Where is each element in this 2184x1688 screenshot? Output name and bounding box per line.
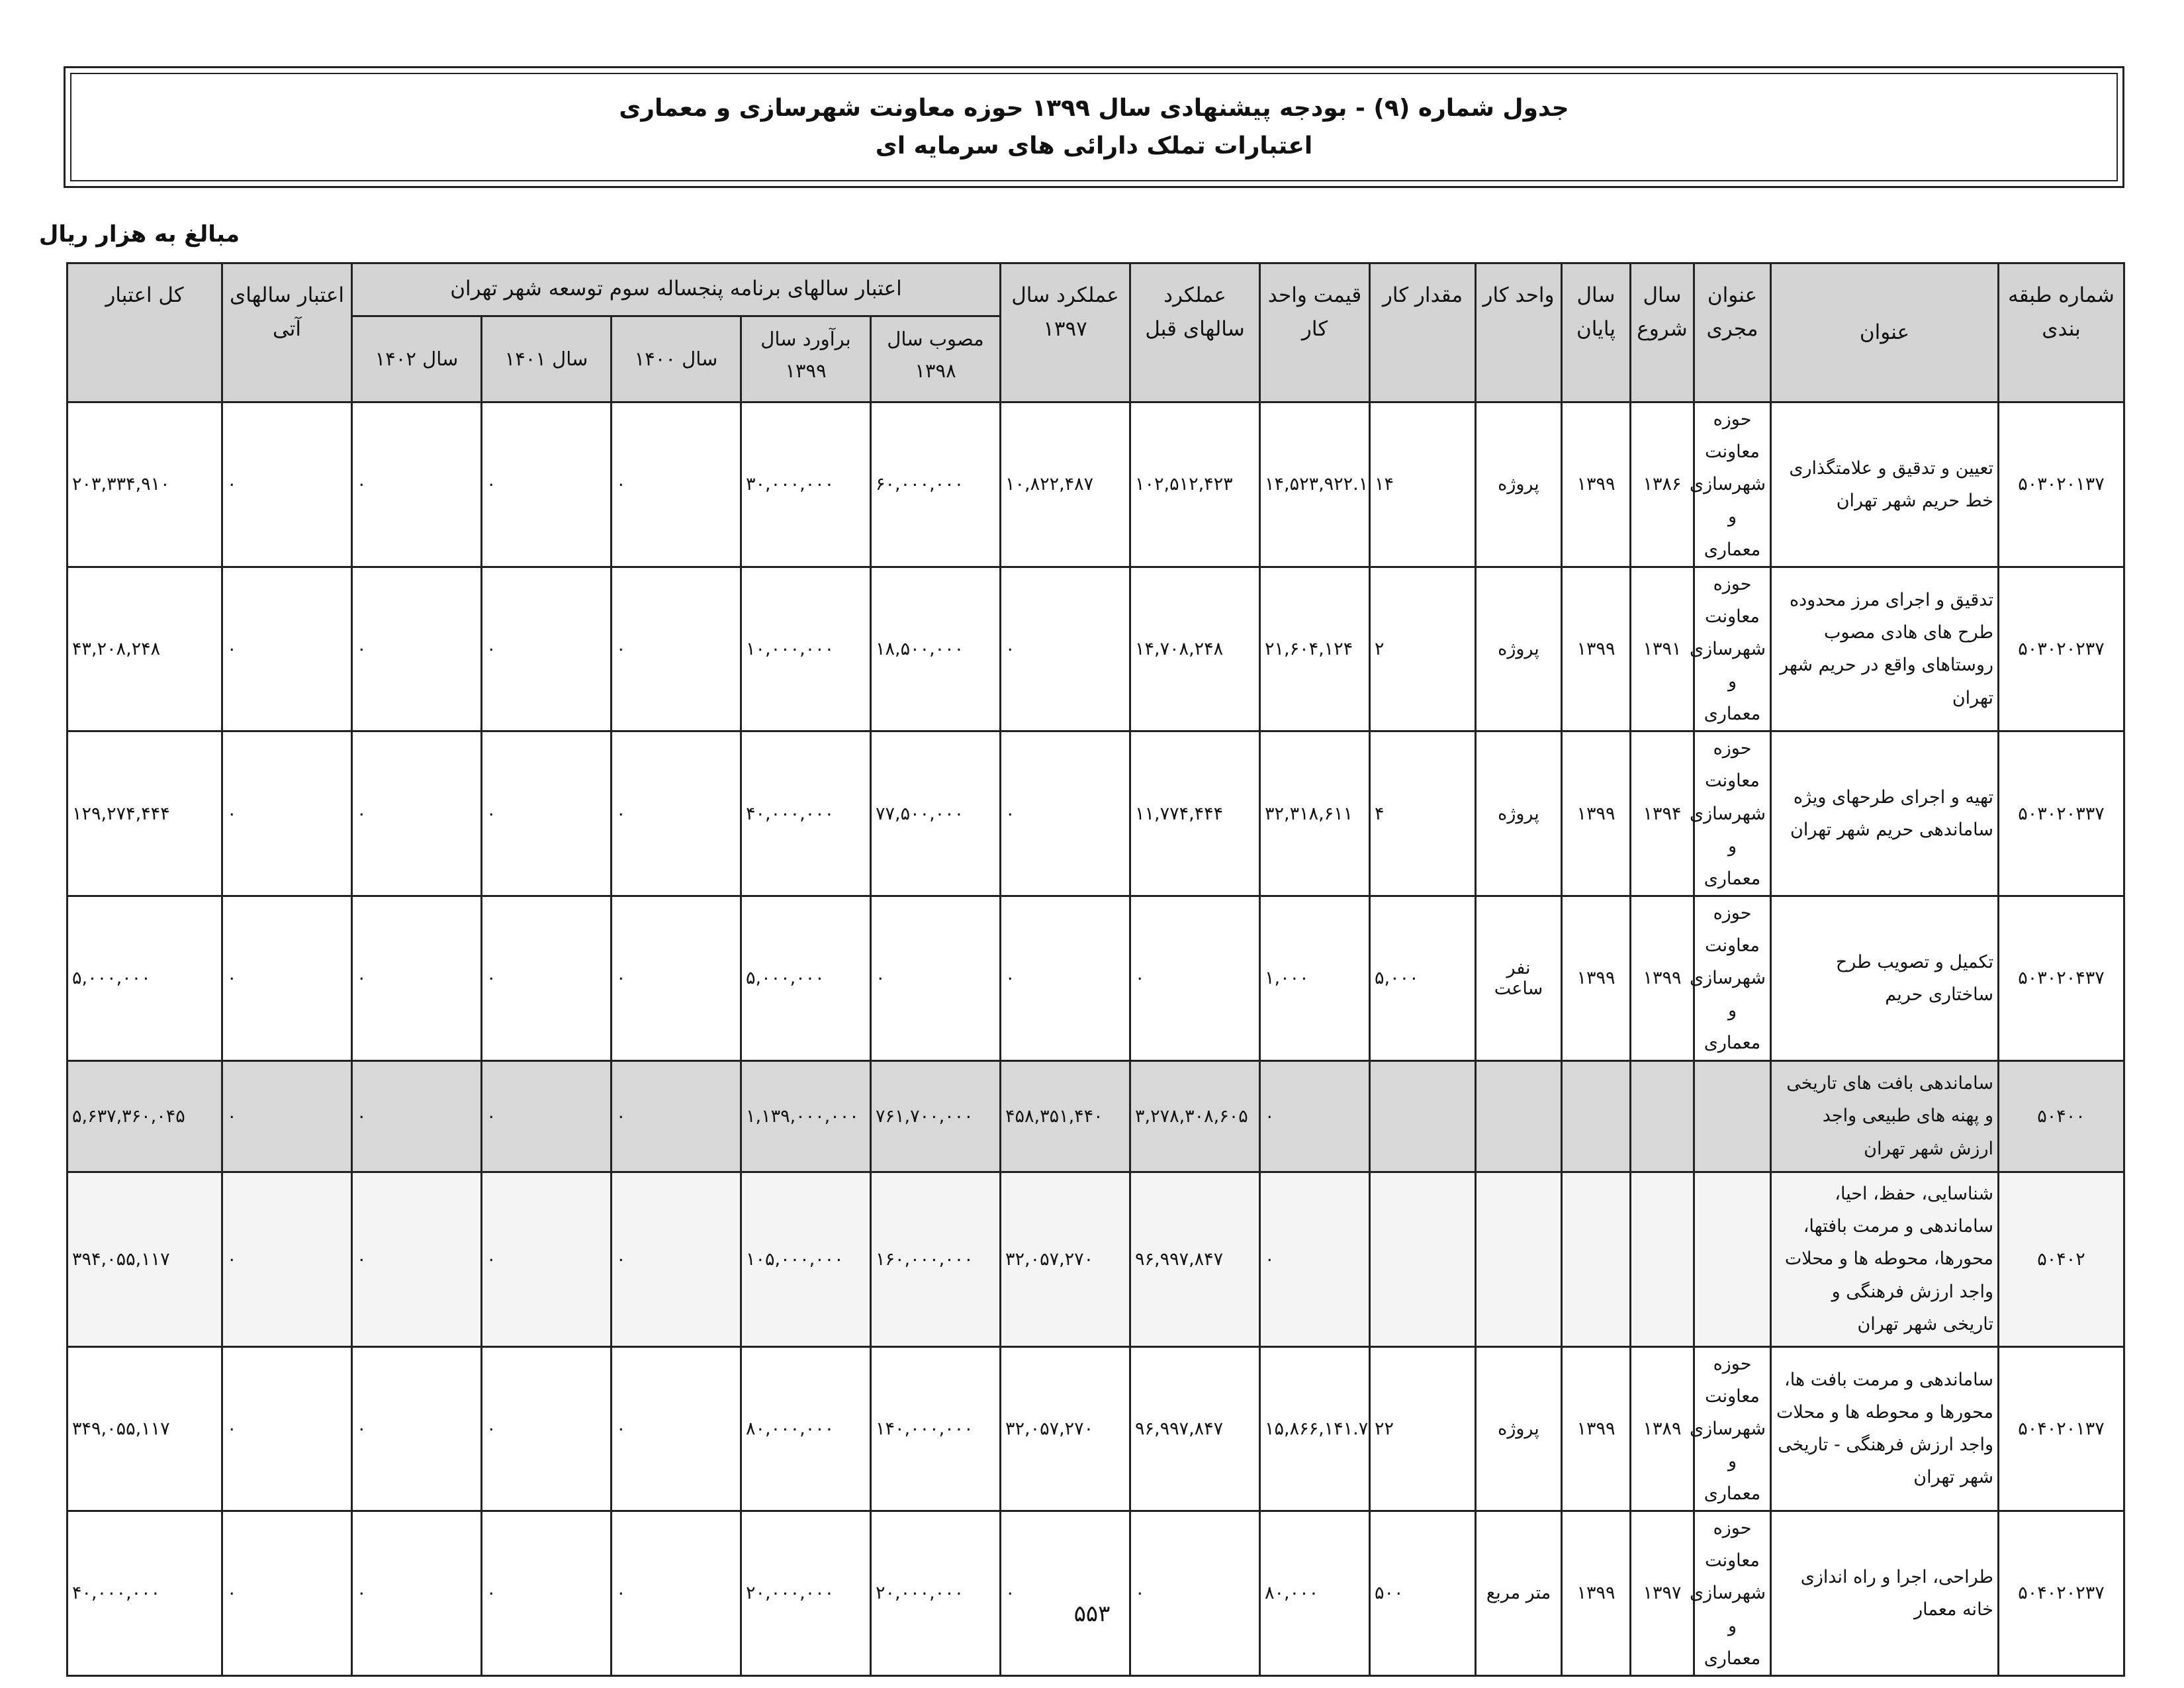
table-cell-total: ۱۲۹,۲۷۴,۴۴۴ bbox=[68, 731, 222, 896]
table-cell-perf-1397: ۳۲,۰۵۷,۲۷۰ bbox=[1001, 1172, 1130, 1346]
col-header-estimate-1399: برآورد سال ۱۳۹۹ bbox=[741, 316, 871, 402]
page-number: ۵۵۳ bbox=[1073, 1601, 1111, 1627]
table-row bbox=[68, 567, 2124, 731]
table-row bbox=[68, 1346, 2124, 1511]
table-row bbox=[68, 1511, 2124, 1676]
table-cell-prev-perf: ۰ bbox=[1130, 896, 1260, 1060]
table-row bbox=[68, 896, 2124, 1060]
table-cell-end-year: ۱۳۹۹ bbox=[1562, 567, 1631, 731]
table-cell-prev-perf: ۳,۲۷۸,۳۰۸,۶۰۵ bbox=[1130, 1060, 1260, 1172]
table-cell-unit-price: ۳۲,۳۱۸,۶۱۱ bbox=[1260, 731, 1370, 896]
table-cell-title: تدقیق و اجرای مرز محدوده طرح های هادی مصوب روستاهای واقع در حریم شهر تهران bbox=[1771, 567, 1999, 731]
table-cell-work-unit: نفر ساعت bbox=[1476, 896, 1562, 1060]
table-cell-estimate-1399: ۱۰۵,۰۰۰,۰۰۰ bbox=[741, 1172, 871, 1346]
table-cell-1400: ۰ bbox=[612, 1511, 741, 1676]
table-cell-end-year: ۱۳۹۹ bbox=[1562, 731, 1631, 896]
table-cell-perf-1397: ۳۲,۰۵۷,۲۷۰ bbox=[1001, 1346, 1130, 1511]
table-cell-total: ۵,۶۳۷,۳۶۰,۰۴۵ bbox=[68, 1060, 222, 1172]
col-header-1401: سال ۱۴۰۱ bbox=[482, 316, 612, 402]
table-cell-work-unit: پروژه bbox=[1476, 402, 1562, 567]
table-cell-1401: ۰ bbox=[482, 567, 612, 731]
table-cell-unit-price: ۸۰,۰۰۰ bbox=[1260, 1511, 1370, 1676]
table-cell-1401: ۰ bbox=[482, 1511, 612, 1676]
page-subtitle: اعتبارات تملک دارائی های سرمایه ای bbox=[875, 132, 1313, 160]
col-header-executor: عنوان مجری bbox=[1694, 263, 1771, 402]
table-cell-code: ۵۰۳۰۲۰۱۳۷ bbox=[1999, 402, 2124, 567]
table-cell-unit-price: ۰ bbox=[1260, 1060, 1370, 1172]
table-cell-total: ۳۴۹,۰۵۵,۱۱۷ bbox=[68, 1346, 222, 1511]
table-cell-start-year bbox=[1631, 1060, 1694, 1172]
table-body bbox=[68, 402, 2124, 1676]
table-cell-prev-perf: ۹۶,۹۹۷,۸۴۷ bbox=[1130, 1172, 1260, 1346]
table-cell-end-year: ۱۳۹۹ bbox=[1562, 1511, 1631, 1676]
table-cell-approved-1398: ۲۰,۰۰۰,۰۰۰ bbox=[871, 1511, 1001, 1676]
table-cell-future: ۰ bbox=[222, 731, 352, 896]
table-cell-title: تکمیل و تصویب طرح ساختاری حریم bbox=[1771, 896, 1999, 1060]
table-cell-unit-price: ۱۵,۸۶۶,۱۴۱.۷ bbox=[1260, 1346, 1370, 1511]
table-cell-work-qty: ۲ bbox=[1370, 567, 1476, 731]
table-cell-executor bbox=[1694, 1172, 1771, 1346]
table-cell-estimate-1399: ۱,۱۳۹,۰۰۰,۰۰۰ bbox=[741, 1060, 871, 1172]
table-cell-unit-price: ۲۱,۶۰۴,۱۲۴ bbox=[1260, 567, 1370, 731]
table-cell-title: شناسایی، حفظ، احیا، ساماندهی و مرمت بافتها، محورها، محوطه ها و محلات واجد ارزش فرهنگی و تاریخی شهر تهران bbox=[1771, 1172, 1999, 1346]
table-cell-work-unit: پروژه bbox=[1476, 1346, 1562, 1511]
table-cell-executor: حوزه معاونت شهرسازی و معماری bbox=[1694, 896, 1771, 1060]
col-header-total: کل اعتبار bbox=[68, 263, 222, 402]
table-cell-end-year: ۱۳۹۹ bbox=[1562, 402, 1631, 567]
page-title: جدول شماره (۹) - بودجه پیشنهادی سال ۱۳۹۹ حوزه معاونت شهرسازی و معماری bbox=[619, 95, 1569, 122]
table-cell-1400: ۰ bbox=[612, 1060, 741, 1172]
table-cell-title: تعیین و تدقیق و علامتگذاری خط حریم شهر تهران bbox=[1771, 402, 1999, 567]
table-cell-1402: ۰ bbox=[352, 1346, 482, 1511]
table-cell-future: ۰ bbox=[222, 1060, 352, 1172]
table-cell-1401: ۰ bbox=[482, 731, 612, 896]
table-cell-unit-price: ۱۴,۵۲۳,۹۲۲.۱ bbox=[1260, 402, 1370, 567]
col-header-work-unit: واحد کار bbox=[1476, 263, 1562, 402]
table-cell-1402: ۰ bbox=[352, 567, 482, 731]
table-cell-code: ۵۰۳۰۲۰۳۳۷ bbox=[1999, 731, 2124, 896]
title-box bbox=[64, 66, 2124, 188]
table-cell-start-year: ۱۳۸۹ bbox=[1631, 1346, 1694, 1511]
table-cell-prev-perf: ۰ bbox=[1130, 1511, 1260, 1676]
table-cell-1400: ۰ bbox=[612, 1346, 741, 1511]
table-cell-total: ۳۹۴,۰۵۵,۱۱۷ bbox=[68, 1172, 222, 1346]
table-cell-approved-1398: ۱۴۰,۰۰۰,۰۰۰ bbox=[871, 1346, 1001, 1511]
table-cell-title: ساماندهی و مرمت بافت ها، محورها و محوطه ها و محلات واجد ارزش فرهنگی - تاریخی شهر تهران bbox=[1771, 1346, 1999, 1511]
table-cell-approved-1398: ۰ bbox=[871, 896, 1001, 1060]
table-cell-work-qty: ۴ bbox=[1370, 731, 1476, 896]
table-cell-prev-perf: ۱۴,۷۰۸,۲۴۸ bbox=[1130, 567, 1260, 731]
table-cell-code: ۵۰۴۰۰ bbox=[1999, 1060, 2124, 1172]
table-cell-future: ۰ bbox=[222, 1511, 352, 1676]
table-cell-perf-1397: ۰ bbox=[1001, 1511, 1130, 1676]
table-cell-title: ساماندهی بافت های تاریخی و پهنه های طبیعی واجد ارزش شهر تهران bbox=[1771, 1060, 1999, 1172]
table-cell-executor: حوزه معاونت شهرسازی و معماری bbox=[1694, 567, 1771, 731]
table-cell-prev-perf: ۱۰۲,۵۱۲,۴۲۳ bbox=[1130, 402, 1260, 567]
table-cell-end-year: ۱۳۹۹ bbox=[1562, 896, 1631, 1060]
table-cell-1400: ۰ bbox=[612, 896, 741, 1060]
table-cell-1400: ۰ bbox=[612, 1172, 741, 1346]
col-header-future: اعتبار سالهای آتی bbox=[222, 263, 352, 402]
table-cell-perf-1397: ۰ bbox=[1001, 567, 1130, 731]
table-cell-prev-perf: ۱۱,۷۷۴,۴۴۴ bbox=[1130, 731, 1260, 896]
table-cell-1401: ۰ bbox=[482, 896, 612, 1060]
table-cell-title: تهیه و اجرای طرحهای ویژه ساماندهی حریم شهر تهران bbox=[1771, 731, 1999, 896]
col-header-perf-1397: عملکرد سال ۱۳۹۷ bbox=[1001, 263, 1130, 402]
budget-table bbox=[66, 262, 2125, 1677]
table-cell-estimate-1399: ۸۰,۰۰۰,۰۰۰ bbox=[741, 1346, 871, 1511]
table-cell-work-qty: ۱۴ bbox=[1370, 402, 1476, 567]
table-cell-work-unit bbox=[1476, 1172, 1562, 1346]
table-cell-code: ۵۰۳۰۲۰۲۳۷ bbox=[1999, 567, 2124, 731]
title-inner bbox=[70, 73, 2118, 181]
table-cell-prev-perf: ۹۶,۹۹۷,۸۴۷ bbox=[1130, 1346, 1260, 1511]
table-cell-work-qty: ۲۲ bbox=[1370, 1346, 1476, 1511]
table-cell-perf-1397: ۰ bbox=[1001, 896, 1130, 1060]
table-cell-work-qty bbox=[1370, 1172, 1476, 1346]
table-cell-unit-price: ۰ bbox=[1260, 1172, 1370, 1346]
table-cell-1402: ۰ bbox=[352, 402, 482, 567]
table-cell-work-qty: ۵۰۰ bbox=[1370, 1511, 1476, 1676]
table-cell-future: ۰ bbox=[222, 402, 352, 567]
table-cell-total: ۴۳,۲۰۸,۲۴۸ bbox=[68, 567, 222, 731]
table-cell-estimate-1399: ۳۰,۰۰۰,۰۰۰ bbox=[741, 402, 871, 567]
table-cell-code: ۵۰۴۰۲۰۱۳۷ bbox=[1999, 1346, 2124, 1511]
table-cell-approved-1398: ۷۶۱,۷۰۰,۰۰۰ bbox=[871, 1060, 1001, 1172]
table-cell-1402: ۰ bbox=[352, 1060, 482, 1172]
table-cell-total: ۴۰,۰۰۰,۰۰۰ bbox=[68, 1511, 222, 1676]
table-cell-perf-1397: ۱۰,۸۲۲,۴۸۷ bbox=[1001, 402, 1130, 567]
table-cell-approved-1398: ۷۷,۵۰۰,۰۰۰ bbox=[871, 731, 1001, 896]
table-cell-perf-1397: ۴۵۸,۳۵۱,۴۴۰ bbox=[1001, 1060, 1130, 1172]
table-cell-start-year: ۱۳۹۷ bbox=[1631, 1511, 1694, 1676]
table-row bbox=[68, 402, 2124, 567]
table-cell-1401: ۰ bbox=[482, 1346, 612, 1511]
col-header-approved-1398: مصوب سال ۱۳۹۸ bbox=[871, 316, 1001, 402]
table-cell-1400: ۰ bbox=[612, 731, 741, 896]
table-cell-future: ۰ bbox=[222, 896, 352, 1060]
col-header-start-year: سال شروع bbox=[1631, 263, 1694, 402]
col-header-1402: سال ۱۴۰۲ bbox=[352, 316, 482, 402]
table-row bbox=[68, 1060, 2124, 1172]
table-cell-code: ۵۰۳۰۲۰۴۳۷ bbox=[1999, 896, 2124, 1060]
table-cell-start-year: ۱۳۹۹ bbox=[1631, 896, 1694, 1060]
table-cell-work-unit: پروژه bbox=[1476, 731, 1562, 896]
table-cell-1402: ۰ bbox=[352, 896, 482, 1060]
table-cell-future: ۰ bbox=[222, 1346, 352, 1511]
table-cell-end-year bbox=[1562, 1060, 1631, 1172]
table-cell-code: ۵۰۴۰۲ bbox=[1999, 1172, 2124, 1346]
col-header-1400: سال ۱۴۰۰ bbox=[612, 316, 741, 402]
table-cell-future: ۰ bbox=[222, 567, 352, 731]
table-cell-total: ۵,۰۰۰,۰۰۰ bbox=[68, 896, 222, 1060]
table-cell-work-unit: پروژه bbox=[1476, 567, 1562, 731]
table-cell-title: طراحی، اجرا و راه اندازی خانه معمار bbox=[1771, 1511, 1999, 1676]
table-cell-total: ۲۰۳,۳۳۴,۹۱۰ bbox=[68, 402, 222, 567]
table-cell-estimate-1399: ۴۰,۰۰۰,۰۰۰ bbox=[741, 731, 871, 896]
table-cell-estimate-1399: ۲۰,۰۰۰,۰۰۰ bbox=[741, 1511, 871, 1676]
table-cell-1401: ۰ bbox=[482, 402, 612, 567]
table-cell-1401: ۰ bbox=[482, 1172, 612, 1346]
units-note: مبالغ به هزار ریال bbox=[38, 221, 240, 248]
col-header-title: عنوان bbox=[1771, 263, 1999, 402]
col-header-end-year: سال پایان bbox=[1562, 263, 1631, 402]
table-cell-unit-price: ۱,۰۰۰ bbox=[1260, 896, 1370, 1060]
table-cell-1401: ۰ bbox=[482, 1060, 612, 1172]
table-cell-executor bbox=[1694, 1060, 1771, 1172]
table-cell-executor: حوزه معاونت شهرسازی و معماری bbox=[1694, 1346, 1771, 1511]
col-header-work-qty: مقدار کار bbox=[1370, 263, 1476, 402]
table-cell-perf-1397: ۰ bbox=[1001, 731, 1130, 896]
table-row bbox=[68, 731, 2124, 896]
table-cell-executor: حوزه معاونت شهرسازی و معماری bbox=[1694, 402, 1771, 567]
table-cell-end-year bbox=[1562, 1172, 1631, 1346]
table-cell-start-year: ۱۳۹۴ bbox=[1631, 731, 1694, 896]
table-cell-work-qty bbox=[1370, 1060, 1476, 1172]
table-cell-work-unit: متر مربع bbox=[1476, 1511, 1562, 1676]
table-cell-executor: حوزه معاونت شهرسازی و معماری bbox=[1694, 731, 1771, 896]
col-header-code: شماره طبقه بندی bbox=[1999, 263, 2124, 402]
table-cell-approved-1398: ۱۶۰,۰۰۰,۰۰۰ bbox=[871, 1172, 1001, 1346]
table-cell-executor: حوزه معاونت شهرسازی و معماری bbox=[1694, 1511, 1771, 1676]
table-cell-1400: ۰ bbox=[612, 402, 741, 567]
table-cell-1402: ۰ bbox=[352, 1172, 482, 1346]
table-cell-1402: ۰ bbox=[352, 731, 482, 896]
table-cell-start-year bbox=[1631, 1172, 1694, 1346]
table-cell-start-year: ۱۳۸۶ bbox=[1631, 402, 1694, 567]
table-row bbox=[68, 1172, 2124, 1346]
col-header-plan-group: اعتبار سالهای برنامه پنجساله سوم توسعه شهر تهران bbox=[352, 263, 1001, 316]
table-cell-code: ۵۰۴۰۲۰۲۳۷ bbox=[1999, 1511, 2124, 1676]
table-cell-start-year: ۱۳۹۱ bbox=[1631, 567, 1694, 731]
col-header-unit-price: قیمت واحد کار bbox=[1260, 263, 1370, 402]
table-cell-1400: ۰ bbox=[612, 567, 741, 731]
col-header-prev-perf: عملکرد سالهای قبل bbox=[1130, 263, 1260, 402]
table-cell-work-qty: ۵,۰۰۰ bbox=[1370, 896, 1476, 1060]
table-cell-work-unit bbox=[1476, 1060, 1562, 1172]
table-cell-end-year: ۱۳۹۹ bbox=[1562, 1346, 1631, 1511]
table-cell-1402: ۰ bbox=[352, 1511, 482, 1676]
table-cell-estimate-1399: ۱۰,۰۰۰,۰۰۰ bbox=[741, 567, 871, 731]
table-cell-approved-1398: ۱۸,۵۰۰,۰۰۰ bbox=[871, 567, 1001, 731]
table-cell-future: ۰ bbox=[222, 1172, 352, 1346]
table-cell-approved-1398: ۶۰,۰۰۰,۰۰۰ bbox=[871, 402, 1001, 567]
table-cell-estimate-1399: ۵,۰۰۰,۰۰۰ bbox=[741, 896, 871, 1060]
